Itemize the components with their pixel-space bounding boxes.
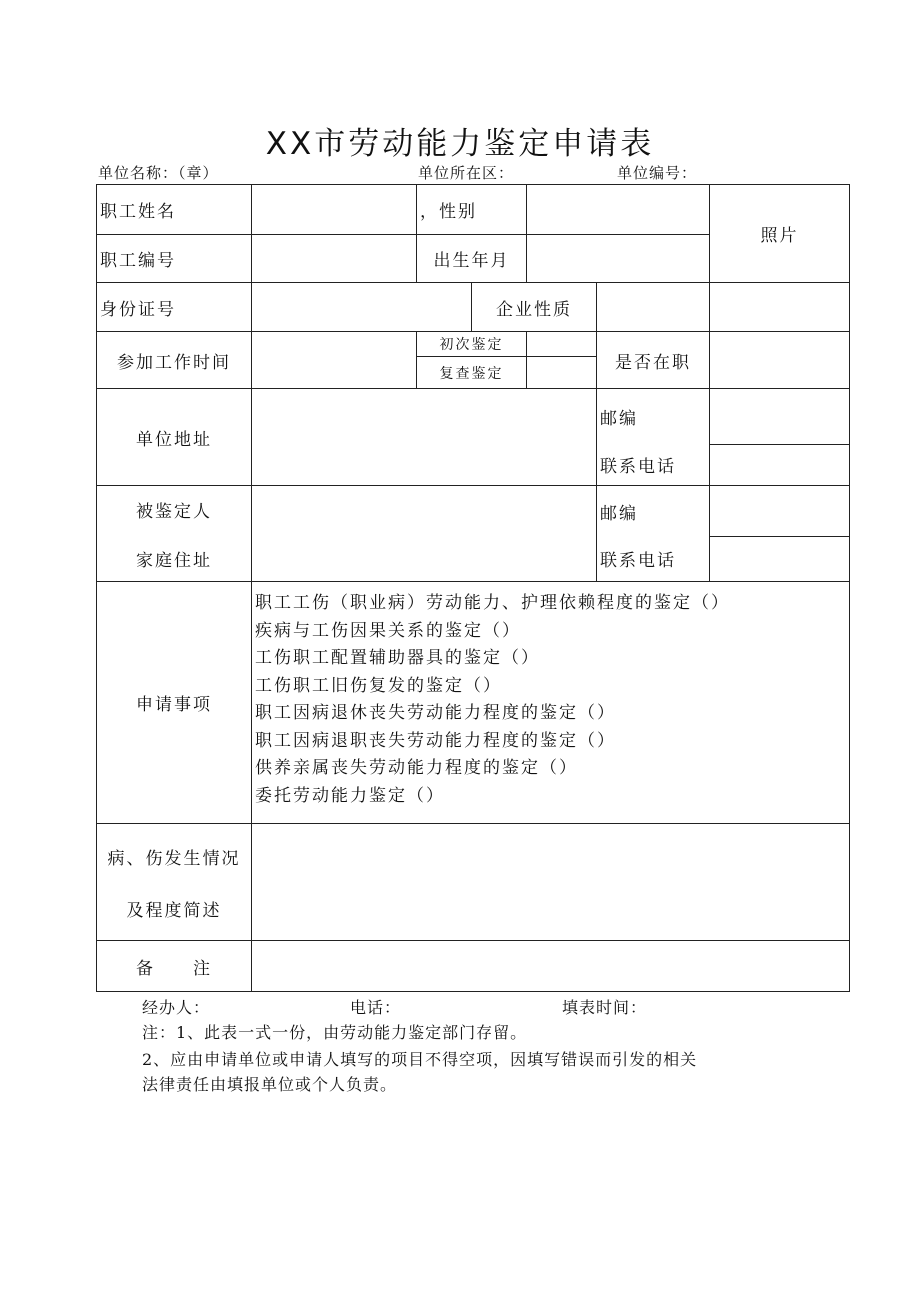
application-form-table: [96, 184, 850, 992]
enterprise-type-label: 企业性质: [472, 283, 597, 332]
employed-field[interactable]: [710, 332, 850, 389]
application-item[interactable]: 供养亲属丧失劳动能力程度的鉴定（）: [255, 758, 578, 778]
work-start-label: 参加工作时间: [97, 332, 252, 389]
application-item[interactable]: 工伤职工配置辅助器具的鉴定（）: [255, 648, 540, 668]
application-item[interactable]: 疾病与工伤因果关系的鉴定（）: [255, 620, 521, 641]
home-phone-label: 联系电话: [597, 537, 710, 582]
illness-field[interactable]: [252, 824, 850, 941]
form-title: XX市劳动能力鉴定申请表: [265, 126, 655, 162]
application-item[interactable]: 委托劳动能力鉴定（）: [255, 785, 445, 806]
application-item[interactable]: 职工因病退休丧失劳动能力程度的鉴定（）: [255, 703, 616, 723]
home-phone-field[interactable]: [710, 537, 850, 582]
photo-box[interactable]: 照片: [710, 185, 850, 283]
id-no-field[interactable]: [252, 283, 472, 332]
gender-label: ，性别: [417, 185, 527, 235]
remarks-label: 备 注: [97, 941, 252, 992]
fill-time-label: 填表时间：: [562, 998, 648, 1017]
handler-label: 经办人：: [142, 998, 211, 1017]
employed-label: 是否在职: [597, 332, 710, 389]
illness-label-line2: 及程度简述: [126, 900, 222, 921]
remarks-field[interactable]: [252, 941, 850, 992]
application-items-label: 申请事项: [97, 582, 252, 824]
first-appraisal-field[interactable]: [527, 332, 597, 357]
home-address-label-line2: 家庭住址: [136, 550, 212, 571]
application-item[interactable]: 工伤职工旧伤复发的鉴定（）: [255, 675, 502, 696]
id-no-label: 身份证号: [97, 283, 252, 332]
home-address-label: [97, 486, 252, 582]
application-item[interactable]: 职工工伤（职业病）劳动能力、护理依赖程度的鉴定（）: [255, 593, 730, 613]
footer-phone-label: 电话：: [350, 998, 402, 1017]
home-postcode-field[interactable]: [710, 486, 850, 537]
application-item[interactable]: 职工因病退职丧失劳动能力程度的鉴定（）: [255, 730, 616, 751]
birth-label: 出生年月: [417, 235, 527, 283]
application-items-list: [252, 582, 850, 824]
unit-code-label: 单位编号：: [617, 164, 698, 182]
worker-no-field[interactable]: [252, 235, 417, 283]
enterprise-type-extra-field[interactable]: [710, 283, 850, 332]
home-postcode-label: 邮编: [597, 486, 710, 537]
worker-name-label: 职工姓名: [97, 185, 252, 235]
home-address-field[interactable]: [252, 486, 597, 582]
worker-no-label: 职工编号: [97, 235, 252, 283]
unit-postcode-label: 邮编: [597, 389, 710, 445]
gender-field[interactable]: [527, 185, 710, 235]
unit-district-label: 单位所在区：: [418, 164, 515, 182]
enterprise-type-field[interactable]: [597, 283, 710, 332]
unit-phone-label: 联系电话: [597, 445, 710, 486]
note-1: 注：1、此表一式一份，由劳动能力鉴定部门存留。: [142, 1023, 528, 1042]
home-address-label-line1: 被鉴定人: [136, 501, 212, 522]
note-2-line1: 2、应由申请单位或申请人填写的项目不得空项，因填写错误而引发的相关: [142, 1050, 698, 1069]
unit-address-label: 单位地址: [97, 389, 252, 486]
unit-postcode-field[interactable]: [710, 389, 850, 445]
work-start-field[interactable]: [252, 332, 417, 389]
worker-name-field[interactable]: [252, 185, 417, 235]
unit-phone-field[interactable]: [710, 445, 850, 486]
re-appraisal-label: 复查鉴定: [417, 357, 527, 389]
unit-name-label: 单位名称：（章）: [98, 164, 219, 182]
unit-address-field[interactable]: [252, 389, 597, 486]
re-appraisal-field[interactable]: [527, 357, 597, 389]
note-2-line2: 法律责任由填报单位或个人负责。: [142, 1075, 398, 1094]
illness-label-line1: 病、伤发生情况: [107, 848, 241, 869]
birth-field[interactable]: [527, 235, 710, 283]
illness-label: [97, 824, 252, 941]
first-appraisal-label: 初次鉴定: [417, 332, 527, 357]
